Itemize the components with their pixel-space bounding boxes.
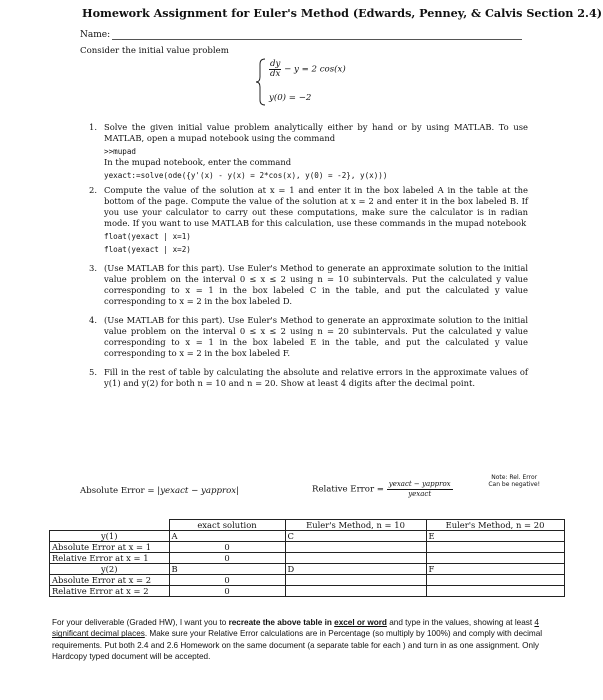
cell-value — [285, 542, 426, 553]
cell-value: 0 — [169, 575, 285, 586]
item-text: Solve the given initial value problem analytically either by hand or by using MATLAB. To use MATLAB, open a mupad notebook using the command — [104, 122, 528, 143]
abs-error-formula — [80, 486, 239, 496]
rel-error-fraction — [387, 480, 453, 499]
name-label: Name: — [80, 30, 111, 40]
row-label: Absolute Error at x = 2 — [50, 575, 170, 586]
header-cell: Euler's Method, n = 20 — [426, 520, 564, 531]
cell-value — [285, 575, 426, 586]
cell-value: 0 — [169, 553, 285, 564]
instruction-list — [80, 122, 528, 393]
list-item — [80, 185, 528, 255]
rel-error-label: Relative Error = — [312, 484, 385, 495]
table-row — [50, 553, 565, 564]
item-number: 3. — [89, 263, 97, 273]
cell-value: B — [169, 564, 285, 575]
abs-error-expression: |yexact − yapprox| — [157, 486, 240, 496]
footer-text: For your deliverable (Graded HW), I want you to — [52, 618, 229, 627]
cell-value — [426, 586, 564, 597]
table-header-row — [50, 520, 565, 531]
name-line — [112, 39, 522, 40]
row-label: Absolute Error at x = 1 — [50, 542, 170, 553]
ode-equation — [269, 60, 346, 78]
page-title: Homework Assignment for Euler's Method (Edwards, Penney, & Calvis Section 2.4) — [82, 6, 603, 20]
cell-value — [426, 553, 564, 564]
row-label: Relative Error at x = 2 — [50, 586, 170, 597]
footer-text: . Make sure your Relative Error calculations are in Percentage (so multiply by 100%) and comply with decimal requirements. Put both 2.4 and 2.6 Homework on the same document (a separate table for each ) and turn in as one assignment. Only Hardcopy typed document will be accepted. — [52, 629, 543, 662]
item-number: 4. — [89, 315, 97, 325]
cell-value — [285, 553, 426, 564]
intro-text: Consider the initial value problem — [80, 46, 229, 56]
table-row — [50, 531, 565, 542]
note-line: Can be negative! — [488, 481, 540, 488]
initial-condition: y(0) = −2 — [269, 93, 312, 103]
results-table — [49, 519, 565, 597]
cell-value: 0 — [169, 542, 285, 553]
cell-value: 0 — [169, 586, 285, 597]
list-item — [80, 122, 528, 181]
item-text: Compute the value of the solution at x = 1 and enter it in the box labeled A in the table at the bottom of the page. Compute the value of the solution at x = 2 and enter it in the box labeled B. If you use your calculator to carry out these computations, make sure the calculator is in radian mode. If you want to use MATLAB for this calculation, use these commands in the mupad notebook — [104, 185, 528, 228]
item-text: Fill in the rest of table by calculating the absolute and relative errors in the approximate values of y(1) and y(2) for both n = 10 and n = 20. Show at least 4 digits after the decimal point. — [104, 367, 528, 388]
derivative-numerator: dy — [270, 59, 281, 69]
cell-value — [285, 586, 426, 597]
table-row — [50, 542, 565, 553]
code-line: float(yexact | x=1) — [104, 232, 191, 241]
code-line: >>mupad — [104, 147, 137, 156]
rel-error-note — [488, 474, 540, 488]
row-label: y(2) — [50, 564, 170, 575]
footer-bold: recreate the above table in — [228, 618, 335, 627]
item-number: 5. — [89, 367, 97, 377]
table-row — [50, 564, 565, 575]
cell-value: E — [426, 531, 564, 542]
table-row — [50, 586, 565, 597]
code-line: float(yexact | x=2) — [104, 245, 191, 254]
derivative-denominator: dx — [270, 68, 281, 79]
list-item — [80, 315, 528, 359]
cell-value: A — [169, 531, 285, 542]
ode-rest: − y = 2 cos(x) — [284, 64, 346, 75]
rel-error-numerator: yexact − yapprox — [388, 480, 451, 488]
abs-error-label: Absolute Error = — [80, 486, 155, 496]
footer-emphasis: excel or word — [334, 618, 387, 627]
code-line: yexact:=solve(ode({y'(x) - y(x) = 2*cos(x), y(0) = -2}, y(x))) — [104, 171, 388, 180]
cell-value: D — [285, 564, 426, 575]
left-brace-icon — [255, 58, 267, 106]
deliverable-instructions — [52, 617, 552, 663]
footer-emphasis: 4 significant decimal places — [52, 618, 539, 639]
header-cell: exact solution — [169, 520, 285, 531]
header-cell: Euler's Method, n = 10 — [285, 520, 426, 531]
item-number: 2. — [89, 185, 97, 195]
note-line: Note: Rel. Error — [491, 474, 538, 481]
derivative-fraction — [269, 60, 281, 78]
item-text: (Use MATLAB for this part). Use Euler's Method to generate an approximate solution to the initial value problem on the interval 0 ≤ x ≤ 2 using n = 20 subintervals. Put the calculated y value corresponding to x = 1 in the box labeled E in the table, and put the calculated y value corresponding to x = 2 in the box labeled F. — [104, 315, 528, 358]
cell-value — [426, 542, 564, 553]
item-text: (Use MATLAB for this part). Use Euler's Method to generate an approximate solution to the initial value problem on the interval 0 ≤ x ≤ 2 using n = 10 subintervals. Put the calculated y value corresponding to x = 1 in the box labeled C in the table, and put the calculated y value corresponding to x = 2 in the box labeled D. — [104, 263, 528, 306]
row-label: y(1) — [50, 531, 170, 542]
row-label: Relative Error at x = 1 — [50, 553, 170, 564]
item-text: In the mupad notebook, enter the command — [104, 157, 292, 167]
table-row — [50, 575, 565, 586]
header-cell — [50, 520, 170, 531]
item-number: 1. — [89, 122, 97, 132]
rel-error-denominator: yexact — [408, 490, 432, 498]
rel-error-formula — [312, 480, 453, 499]
list-item — [80, 263, 528, 307]
footer-text: and type in the values, showing at least — [386, 618, 535, 627]
list-item — [80, 367, 528, 389]
cell-value — [426, 575, 564, 586]
ivp-system — [255, 58, 395, 106]
error-formulas — [80, 474, 540, 506]
cell-value: F — [426, 564, 564, 575]
cell-value: C — [285, 531, 426, 542]
